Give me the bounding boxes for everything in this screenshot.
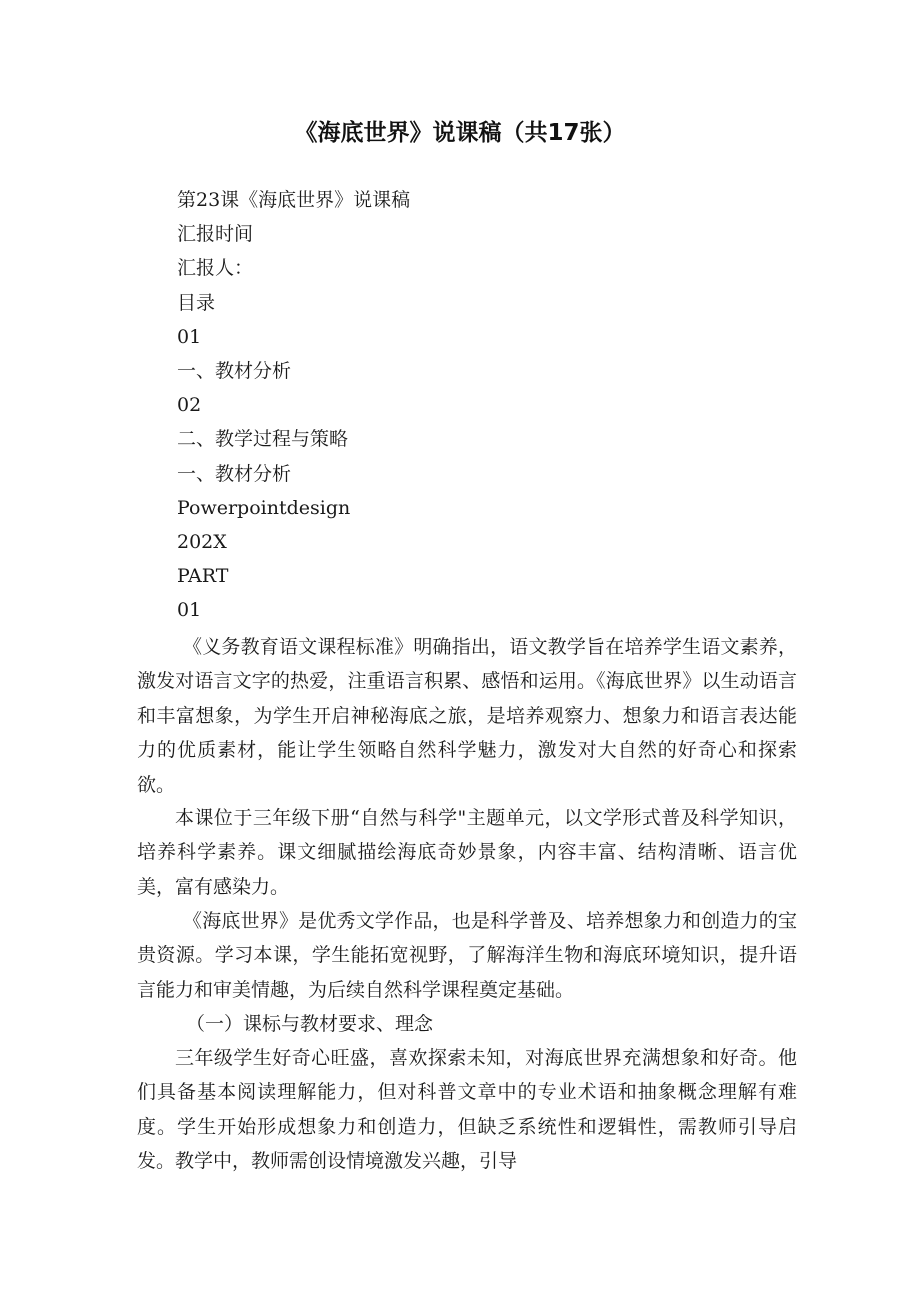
section-title-line: 一、教材分析: [177, 359, 292, 382]
lesson-title-line: 第23课《海底世界》说课稿: [177, 189, 411, 211]
part-number-line: 01: [177, 599, 202, 622]
document-title: 《海底世界》说课稿（共17张）: [294, 120, 626, 146]
year-line: 202X: [177, 530, 227, 553]
section-heading: （一）课标与教材要求、理念: [186, 1013, 434, 1035]
section-title-line: 一、教材分析: [177, 462, 292, 485]
body-paragraph: 三年级学生好奇心旺盛，喜欢探索未知，对海底世界充满想象和好奇。他们具备基本阅读理解能力，但对科普文章中的专业术语和抽象概念理解有难度。学生开始形成想象力和创造力，但缺乏系统性和逻辑性，需教师引导启发。教学中，教师需创设情境激发兴趣，引导: [137, 1047, 797, 1173]
body-paragraph: 《义务教育语文课程标准》明确指出，语文教学旨在培养学生语文素养，激发对语言文字的热爱，注重语言积累、感悟和运用。《海底世界》以生动语言和丰富想象，为学生开启神秘海底之旅，是培养观察力、想象力和语言表达能力的优质素材，能让学生领略自然科学魅力，激发对大自然的好奇心和探索欲。: [137, 636, 797, 796]
part-line: PART: [177, 565, 229, 588]
design-line: Powerpointdesign: [177, 496, 351, 519]
contents-line: 目录: [177, 291, 216, 314]
reporter-line: 汇报人：: [177, 257, 254, 280]
section-number-line: 01: [177, 325, 202, 348]
report-time-line: 汇报时间: [177, 223, 254, 246]
body-paragraph: 本课位于三年级下册“自然与科学"主题单元，以文学形式普及科学知识，培养科学素养。课文细腻描绘海底奇妙景象，内容丰富、结构清晰、语言优美，富有感染力。: [137, 807, 797, 898]
outline-lines: [177, 183, 410, 627]
section-title-line: 二、教学过程与策略: [177, 428, 349, 451]
body-paragraph: 《海底世界》是优秀文学作品，也是科学普及、培养想象力和创造力的宝贵资源。学习本课，学生能拓宽视野，了解海洋生物和海底环境知识，提升语言能力和审美情趣，为后续自然科学课程奠定基础。: [137, 910, 797, 1001]
section-number-line: 02: [177, 394, 202, 417]
